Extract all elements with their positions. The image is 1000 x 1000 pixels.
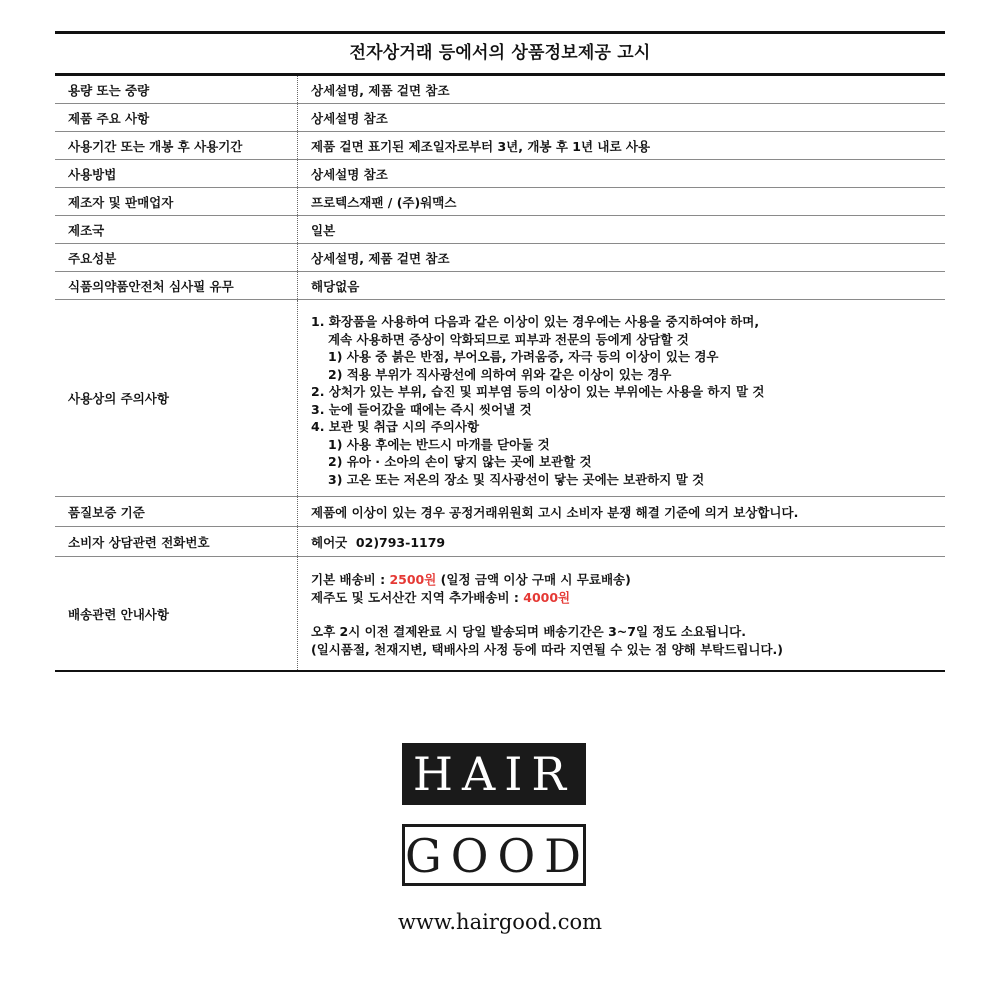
extra-shipping-line (311, 589, 945, 607)
row-value: 일본 (311, 222, 336, 238)
info-row-main-items (55, 104, 945, 132)
info-row-usage (55, 160, 945, 188)
row-value: 상세설명, 제품 겉면 참조 (311, 82, 450, 98)
caution-line: 2) 적용 부위가 직사광선에 의하여 위와 같은 이상이 있는 경우 (328, 366, 672, 382)
caution-line: 3) 고온 또는 저온의 장소 및 직사광선이 닿는 곳에는 보관하지 말 것 (328, 471, 705, 487)
row-label: 식품의약품안전처 심사필 유무 (55, 272, 298, 299)
basic-shipping-fee: 2500원 (389, 572, 437, 587)
shipping-note: 오후 2시 이전 결제완료 시 당일 발송되며 배송기간은 3~7일 정도 소요됩니다. (311, 624, 747, 639)
row-label: 주요성분 (55, 244, 298, 271)
caution-line: 3. 눈에 들어갔을 때에는 즉시 씻어낼 것 (311, 401, 532, 417)
row-value: 상세설명, 제품 겉면 참조 (311, 250, 450, 266)
row-value: 상세설명 참조 (311, 110, 388, 126)
row-label: 사용상의 주의사항 (55, 300, 298, 496)
hairgood-logo-bottom: GOOD (402, 824, 586, 886)
info-row-period (55, 132, 945, 160)
caution-line: 2. 상처가 있는 부위, 습진 및 피부염 등의 이상이 있는 부위에는 사용을 하지 말 것 (311, 384, 765, 399)
info-row-capacity (55, 76, 945, 104)
caution-line: 1) 사용 후에는 반드시 마개를 닫아둘 것 (328, 436, 550, 452)
basic-shipping-suffix: (일정 금액 이상 구매 시 무료배송) (436, 572, 631, 587)
row-label: 제조자 및 판매업자 (55, 188, 298, 215)
caution-line: 4. 보관 및 취급 시의 주의사항 (311, 419, 480, 434)
info-row-ingredients (55, 244, 945, 272)
row-value: 제품 겉면 표기된 제조일자로부터 3년, 개봉 후 1년 내로 사용 (311, 138, 651, 154)
row-label: 사용방법 (55, 160, 298, 187)
basic-shipping-prefix: 기본 배송비 : (311, 572, 390, 587)
shipping-note: (일시품절, 천재지변, 택배사의 사정 등에 따라 지연될 수 있는 점 양해 부탁드립니다.) (311, 641, 784, 657)
hairgood-logo-top: HAIR (402, 743, 586, 805)
caution-line: 1. 화장품을 사용하여 다음과 같은 이상이 있는 경우에는 사용을 중지하여야 하며, (311, 314, 760, 329)
info-row-phone (55, 527, 945, 557)
caution-list (298, 300, 945, 496)
row-value: 프로텍스재팬 / (주)워맥스 (311, 194, 457, 210)
product-info-notice (55, 31, 945, 672)
website-link[interactable]: www.hairgood.com (397, 910, 603, 934)
row-value: 상세설명 참조 (311, 166, 388, 182)
row-value: 헤어굿 02)793-1179 (311, 534, 446, 550)
caution-line: 2) 유아 · 소아의 손이 닿지 않는 곳에 보관할 것 (328, 454, 592, 469)
info-row-cautions (55, 300, 945, 497)
row-label: 소비자 상담관련 전화번호 (55, 527, 298, 556)
shipping-info (298, 557, 945, 670)
caution-line: 계속 사용하면 증상이 악화되므로 피부과 전문의 등에게 상담할 것 (328, 331, 689, 347)
row-label: 제조국 (55, 216, 298, 243)
info-row-mfds-review (55, 272, 945, 300)
info-row-manufacturer (55, 188, 945, 216)
row-label: 배송관련 안내사항 (55, 557, 298, 670)
notice-title: 전자상거래 등에서의 상품정보제공 고시 (55, 31, 945, 76)
row-label: 용량 또는 중량 (55, 76, 298, 103)
row-label: 품질보증 기준 (55, 497, 298, 526)
extra-shipping-fee: 4000원 (523, 589, 571, 605)
info-row-country (55, 216, 945, 244)
caution-line: 1) 사용 중 붉은 반점, 부어오름, 가려움증, 자극 등의 이상이 있는 경우 (328, 349, 719, 364)
row-label: 제품 주요 사항 (55, 104, 298, 131)
row-label: 사용기간 또는 개봉 후 사용기간 (55, 132, 298, 159)
row-value: 제품에 이상이 있는 경우 공정거래위원회 고시 소비자 분쟁 해결 기준에 의거 보상합니다. (311, 504, 799, 520)
extra-shipping-prefix: 제주도 및 도서산간 지역 추가배송비 : (311, 589, 524, 605)
info-row-quality (55, 497, 945, 527)
info-row-shipping (55, 557, 945, 672)
spacer (311, 606, 945, 623)
basic-shipping-line (311, 571, 945, 589)
row-value: 해당없음 (311, 278, 360, 294)
